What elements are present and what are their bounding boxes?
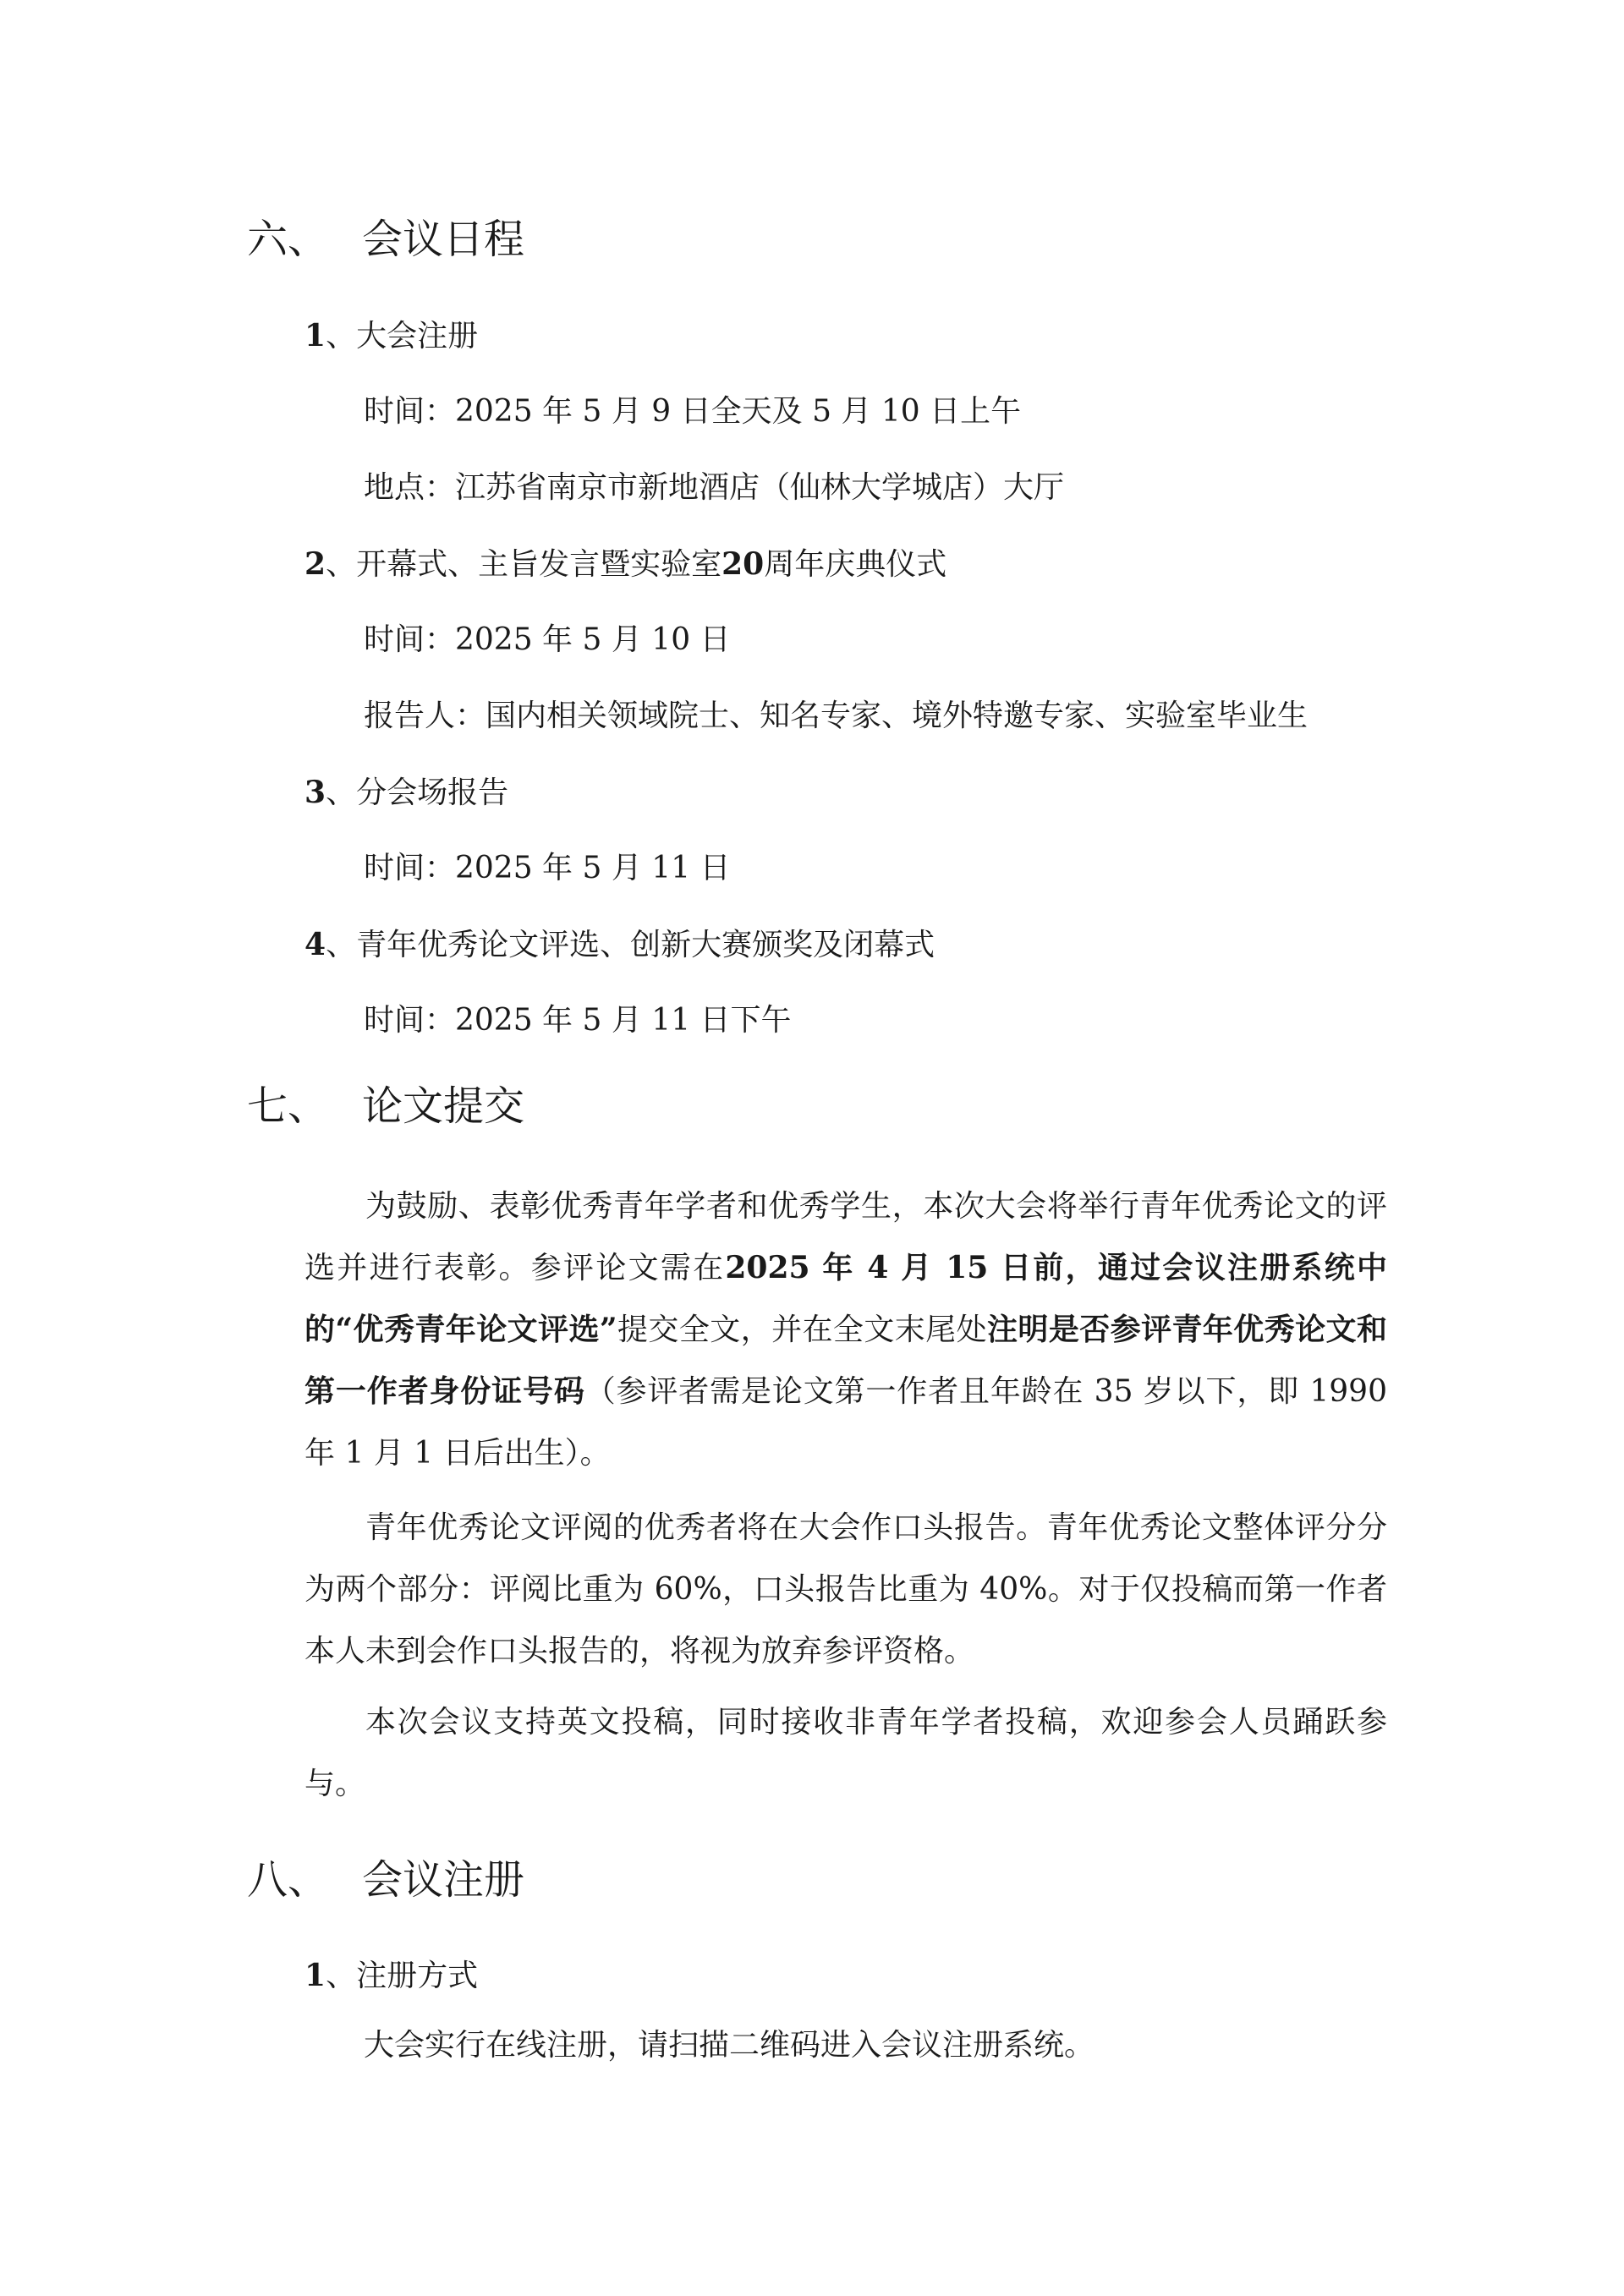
item-6-3-time: 时间：2025 年 5 月 11 日 [364, 851, 731, 885]
item-6-2-title-bold: 20 [721, 546, 765, 582]
item-8-1-line: 大会实行在线注册，请扫描二维码进入会议注册系统。 [364, 2028, 1095, 2063]
item-6-1-heading [304, 315, 478, 357]
p1-text-4-bold: 注明是否参评青年优秀论文和第一作者身份证号码 [304, 1312, 1387, 1409]
section-7-paragraph-2: 青年优秀论文评阅的优秀者将在大会作口头报告。青年优秀论文整体评分分为两个部分：评阅比重为 60%，口头报告比重为 40%。对于仅投稿而第一作者本人未到会作口头报告的，将视为放弃参评资格。 [304, 1510, 1387, 1669]
item-6-1-location: 地点：江苏省南京市新地酒店（仙林大学城店）大厅 [364, 470, 1065, 505]
item-6-4-time: 时间：2025 年 5 月 11 日下午 [364, 1003, 792, 1038]
item-6-2-speakers: 报告人：国内相关领域院士、知名专家、境外特邀专家、实验室毕业生 [364, 699, 1309, 733]
p1-text-1: 为鼓励、表彰优秀青年学者和优秀学生，本次大会将举行青年优秀论文的评选并进行表彰。参评论文需在 [304, 1189, 1387, 1285]
p1-text-2-bold: 2025 年 4 月 15 日前，通过会议注册系统中的“优秀青年论文评选” [304, 1250, 1387, 1347]
item-6-4-title: 、青年优秀论文评选、创新大赛颁奖及闭幕式 [326, 928, 935, 962]
item-6-2-heading [304, 544, 946, 585]
section-8-title: 会议注册 [362, 1856, 525, 1904]
section-6-number: 六、 [247, 216, 329, 263]
item-6-1-number: 1 [304, 318, 326, 353]
section-7-number: 七、 [247, 1082, 329, 1130]
section-7-title: 论文提交 [362, 1082, 525, 1130]
section-6-heading [247, 214, 524, 265]
p1-text-5: （参评者需是论文第一作者且年龄在 35 岁以下，即 1990 年 1 月 1 日后出生）。 [304, 1374, 1387, 1471]
item-6-3-number: 3 [304, 775, 326, 810]
item-6-4-number: 4 [304, 927, 326, 962]
section-7-heading [247, 1081, 524, 1132]
item-6-2-title-a: 、开幕式、主旨发言暨实验室 [326, 547, 722, 582]
item-6-2-number: 2 [304, 546, 326, 582]
item-6-2-title-b: 周年庆典仪式 [764, 547, 947, 582]
item-8-1-number: 1 [304, 1958, 326, 1993]
p1-text-3: 提交全文，并在全文末尾处 [617, 1312, 987, 1347]
section-6-title: 会议日程 [362, 216, 525, 263]
item-6-1-time: 时间：2025 年 5 月 9 日全天及 5 月 10 日上午 [364, 394, 1022, 429]
section-8-number: 八、 [247, 1856, 329, 1904]
item-6-1-title: 、大会注册 [326, 319, 479, 353]
section-7-paragraph-1 [304, 1175, 1387, 1484]
item-8-1-title: 、注册方式 [326, 1959, 479, 1993]
item-6-2-time: 时间：2025 年 5 月 10 日 [364, 622, 731, 657]
section-8-heading [247, 1855, 524, 1905]
item-6-3-heading [304, 772, 508, 814]
item-6-4-heading [304, 924, 935, 966]
section-7-paragraph-3: 本次会议支持英文投稿，同时接收非青年学者投稿，欢迎参会人员踊跃参与。 [304, 1705, 1387, 1801]
item-8-1-heading [304, 1955, 478, 1997]
item-6-3-title: 、分会场报告 [326, 775, 509, 810]
